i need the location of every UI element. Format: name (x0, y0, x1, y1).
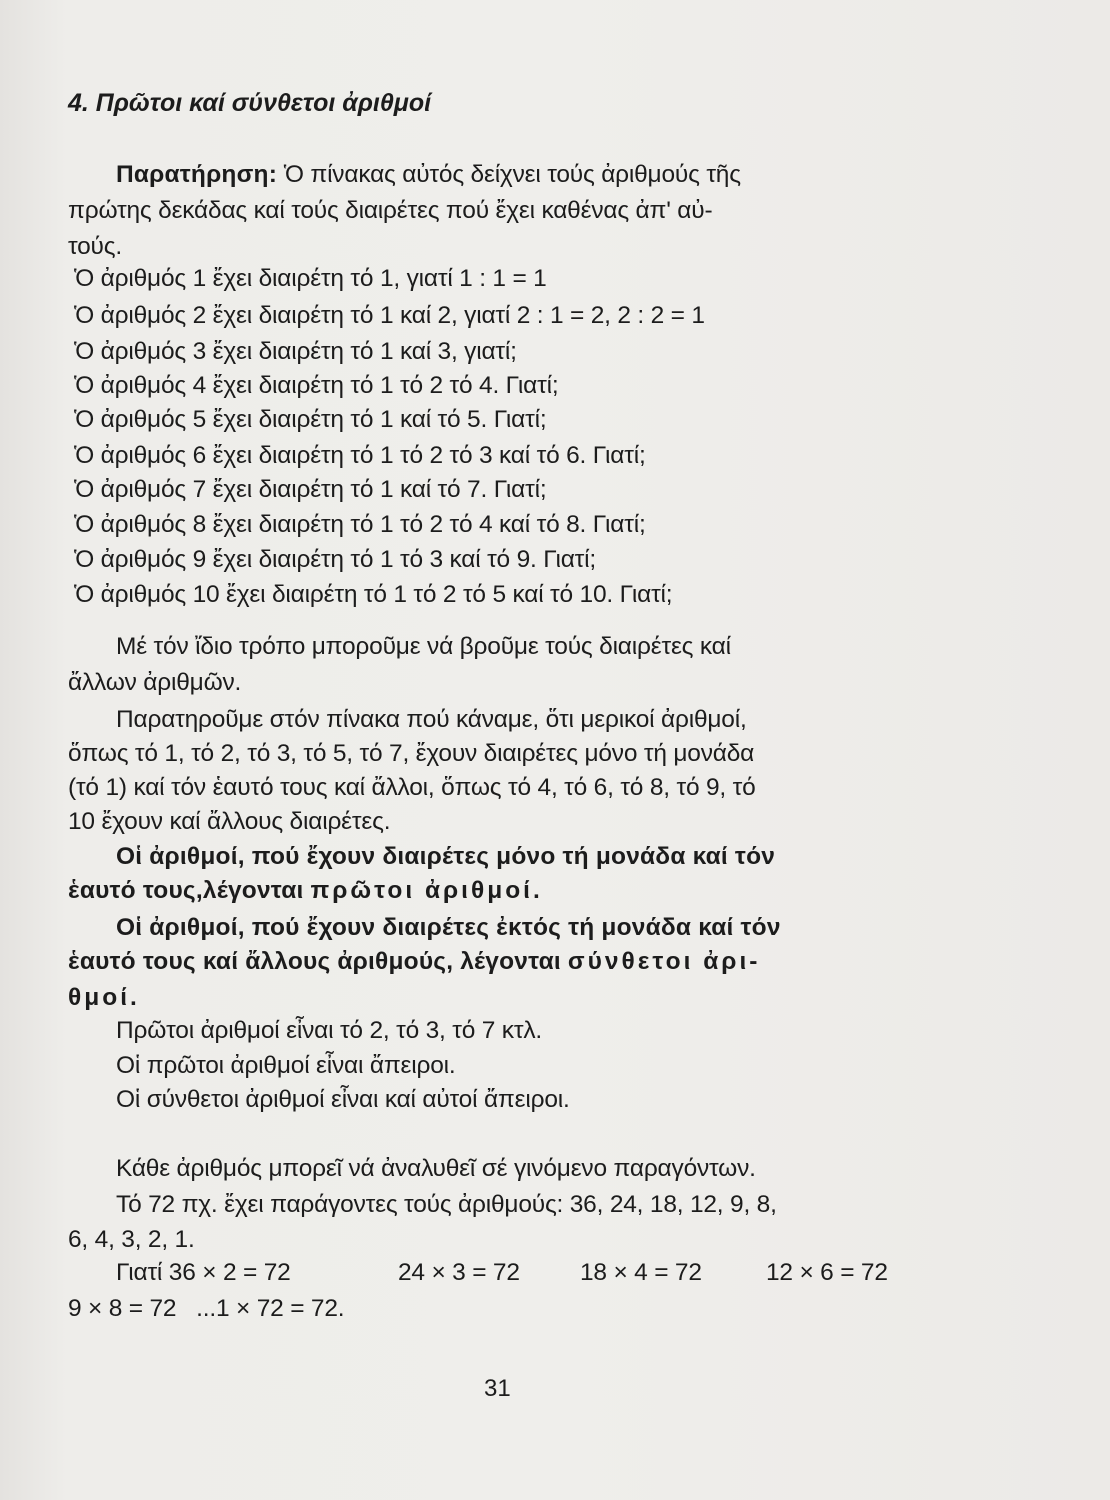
note-line-2: πρώτης δεκάδας καί τούς διαιρέτες πού ἔχει καθένας ἀπ' αὐ- (68, 197, 713, 224)
paragraph-1-line-2: ἄλλων ἀριθμῶν. (68, 669, 242, 696)
note-line-1-text: Ὁ πίνακας αὐτός δείχνει τούς ἀριθμούς τῆς (283, 161, 741, 188)
paragraph-4-line-3: 6, 4, 3, 2, 1. (68, 1226, 195, 1253)
paragraph-2-line-3: (τό 1) καί τόν ἑαυτό τους καί ἄλλοι, ὅπως τό 4, τό 6, τό 8, τό 9, τό (68, 774, 756, 801)
paragraph-3-line-1: Πρῶτοι ἀριθμοί εἶναι τό 2, τό 3, τό 7 κτλ. (116, 1017, 542, 1044)
prime-definition-term: πρῶτοι ἀριθμοί. (310, 877, 543, 904)
divisor-line-2: Ὁ ἀριθμός 2 ἔχει διαιρέτη τό 1 καί 2, γιατί 2 : 1 = 2, 2 : 2 = 1 (74, 302, 705, 329)
paragraph-3-line-2: Οἱ πρῶτοι ἀριθμοί εἶναι ἄπειροι. (116, 1052, 456, 1079)
divisor-line-8: Ὁ ἀριθμός 8 ἔχει διαιρέτη τό 1 τό 2 τό 4 καί τό 8. Γιατί; (74, 511, 646, 538)
product-line-1-part-2: 24 × 3 = 72 (398, 1259, 520, 1286)
paragraph-2-line-4: 10 ἔχουν καί ἄλλους διαιρέτες. (68, 808, 391, 835)
paragraph-3-line-3: Οἱ σύνθετοι ἀριθμοί εἶναι καί αὐτοί ἄπειροι. (116, 1086, 570, 1113)
prime-definition-text: ἑαυτό τους,λέγονται (68, 877, 304, 904)
section-heading: 4. Πρῶτοι καί σύνθετοι ἀριθμοί (68, 89, 432, 117)
note-line-3: τούς. (68, 233, 122, 260)
paragraph-2-line-1: Παρατηροῦμε στόν πίνακα πού κάναμε, ὅτι μερικοί ἀριθμοί, (116, 706, 747, 733)
paragraph-1-line-1: Μέ τόν ἴδιο τρόπο μποροῦμε νά βροῦμε τούς διαιρέτες καί (116, 633, 731, 660)
product-line-2: 9 × 8 = 72 ...1 × 72 = 72. (68, 1295, 345, 1322)
product-line-1-part-3: 18 × 4 = 72 (580, 1259, 702, 1286)
divisor-line-9: Ὁ ἀριθμός 9 ἔχει διαιρέτη τό 1 τό 3 καί τό 9. Γιατί; (74, 546, 597, 573)
note-label: Παρατήρηση: (116, 161, 278, 188)
composite-definition-line-3: θμοί. (68, 984, 140, 1011)
composite-definition-line-1: Οἱ ἀριθμοί, πού ἔχουν διαιρέτες ἐκτός τή μονάδα καί τόν (116, 914, 781, 941)
composite-definition-text: ἑαυτό τους καί ἄλλους ἀριθμούς, λέγονται (68, 948, 561, 975)
composite-definition-term: σύνθετοι ἀρι- (567, 948, 761, 975)
product-line-1-part-4: 12 × 6 = 72 (766, 1259, 888, 1286)
composite-definition-line-2 (68, 947, 760, 977)
divisor-line-5: Ὁ ἀριθμός 5 ἔχει διαιρέτη τό 1 καί τό 5. Γιατί; (74, 406, 547, 433)
paragraph-4-line-1: Κάθε ἀριθμός μπορεῖ νά ἀναλυθεῖ σέ γινόμενο παραγόντων. (116, 1155, 756, 1182)
divisor-line-4: Ὁ ἀριθμός 4 ἔχει διαιρέτη τό 1 τό 2 τό 4. Γιατί; (74, 372, 559, 399)
divisor-line-6: Ὁ ἀριθμός 6 ἔχει διαιρέτη τό 1 τό 2 τό 3 καί τό 6. Γιατί; (74, 442, 646, 469)
note-line-1 (116, 160, 741, 190)
prime-definition-line-1: Οἱ ἀριθμοί, πού ἔχουν διαιρέτες μόνο τή μονάδα καί τόν (116, 843, 776, 870)
prime-definition-line-2 (68, 876, 543, 906)
divisor-line-7: Ὁ ἀριθμός 7 ἔχει διαιρέτη τό 1 καί τό 7. Γιατί; (74, 476, 547, 503)
product-line-1-part-1: Γιατί 36 × 2 = 72 (116, 1259, 291, 1286)
paragraph-2-line-2: ὅπως τό 1, τό 2, τό 3, τό 5, τό 7, ἔχουν διαιρέτες μόνο τή μονάδα (68, 740, 755, 767)
paragraph-4-line-2: Τό 72 πχ. ἔχει παράγοντες τούς ἀριθμούς: 36, 24, 18, 12, 9, 8, (116, 1191, 777, 1218)
divisor-line-10: Ὁ ἀριθμός 10 ἔχει διαιρέτη τό 1 τό 2 τό 5 καί τό 10. Γιατί; (74, 581, 673, 608)
divisor-line-3: Ὁ ἀριθμός 3 ἔχει διαιρέτη τό 1 καί 3, γιατί; (74, 338, 517, 365)
divisor-line-1: Ὁ ἀριθμός 1 ἔχει διαιρέτη τό 1, γιατί 1 : 1 = 1 (74, 265, 547, 292)
page-number: 31 (484, 1375, 511, 1402)
